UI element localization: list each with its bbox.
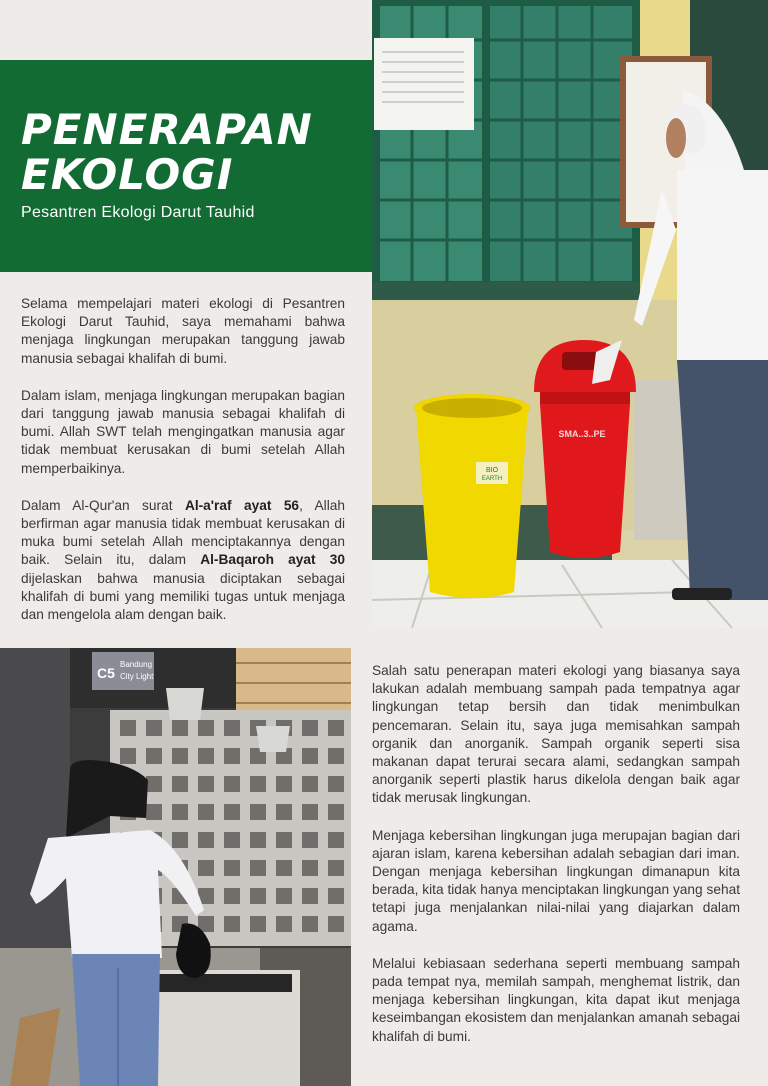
- right-text-column: [372, 662, 740, 1065]
- page-subtitle: Pesantren Ekologi Darut Tauhid: [21, 204, 255, 221]
- photo-trash-bins: [372, 0, 768, 628]
- left-paragraph-2: Dalam islam, menjaga lingkungan merupakan bagian dari tanggung jawab manusia sebagai khalifah di bumi. Allah SWT telah mengingatkan manusia agar tidak membuat kerusakan di bumi setelah Allah memperbaikinya.: [21, 387, 345, 476]
- sign-line-1: Bandung: [120, 660, 153, 669]
- left-paragraph-1: Selama mempelajari materi ekologi di Pesantren Ekologi Darut Tauhid, saya memahami bahwa menjaga lingkungan merupakan tanggung jawab manusia sebagai khalifah di bumi.: [21, 296, 345, 366]
- left-text-column: [21, 295, 345, 643]
- page-title: PENERAPAN EKOLOGI: [21, 105, 313, 199]
- bin-yellow-label-1: BIO: [485, 467, 499, 474]
- bin-red-label: SMA..3..PE: [558, 429, 606, 439]
- bin-yellow-label-2: EARTH: [481, 476, 503, 482]
- photo-waste-disposal: [0, 648, 351, 1086]
- quran-reference-albaqaroh: Al-Baqaroh ayat 30: [200, 552, 345, 568]
- sign-line-2: City Light: [120, 672, 154, 681]
- right-paragraph-3: Melalui kebiasaan sederhana seperti membuang sampah pada tempat nya, memilah sampah, menghemat listrik, dan menjaga kebersihan lingkungan, kita dapat ikut menjaga keseimbangan ekosistem dan menjalankan amanah sebagai khalifah di bumi.: [372, 955, 740, 1044]
- quran-reference-alaraf: Al-a'raf ayat 56: [184, 497, 300, 513]
- right-paragraph-1: Salah satu penerapan materi ekologi yang biasanya saya lakukan adalah membuang sampah pada tempatnya agar lingkungan tetap bersih dan tidak menimbulkan pencemaran. Selain itu, saya juga memisahkan sampah organik dan anorganik. Sampah organik seperti sisa makanan dapat terurai secara alami, sedangkan sampah anorganik seperti plastik harus dikelola dengan baik agar tidak merusak lingkungan.: [372, 663, 740, 806]
- left-paragraph-3: Dalam Al-Qur'an surat Al-a'raf ayat 56, Allah berfirman agar manusia tidak membuat kerusakan di muka bumi setelah Allah menciptakannya dengan baik. Selain itu, dalam Al-Baqaroh ayat 30 dijelaskan bahwa manusia diciptakan sebagai khalifah di bumi yang memiliki tugas untuk menjaga dan mengelola alam dengan baik.: [21, 497, 345, 623]
- right-paragraph-2: Menjaga kebersihan lingkungan juga merupajan bagian dari ajaran islam, karena kebersihan adalah sebagian dari iman. Dengan menjaga kebersihan lingkungan dimanapun kita berada, kita tidak hanya menciptakan lingkungan yang sehat tetapi juga menjalankan nilai-nilai yang diajarkan dalam agama.: [372, 827, 740, 934]
- sign-code: C5: [97, 665, 115, 681]
